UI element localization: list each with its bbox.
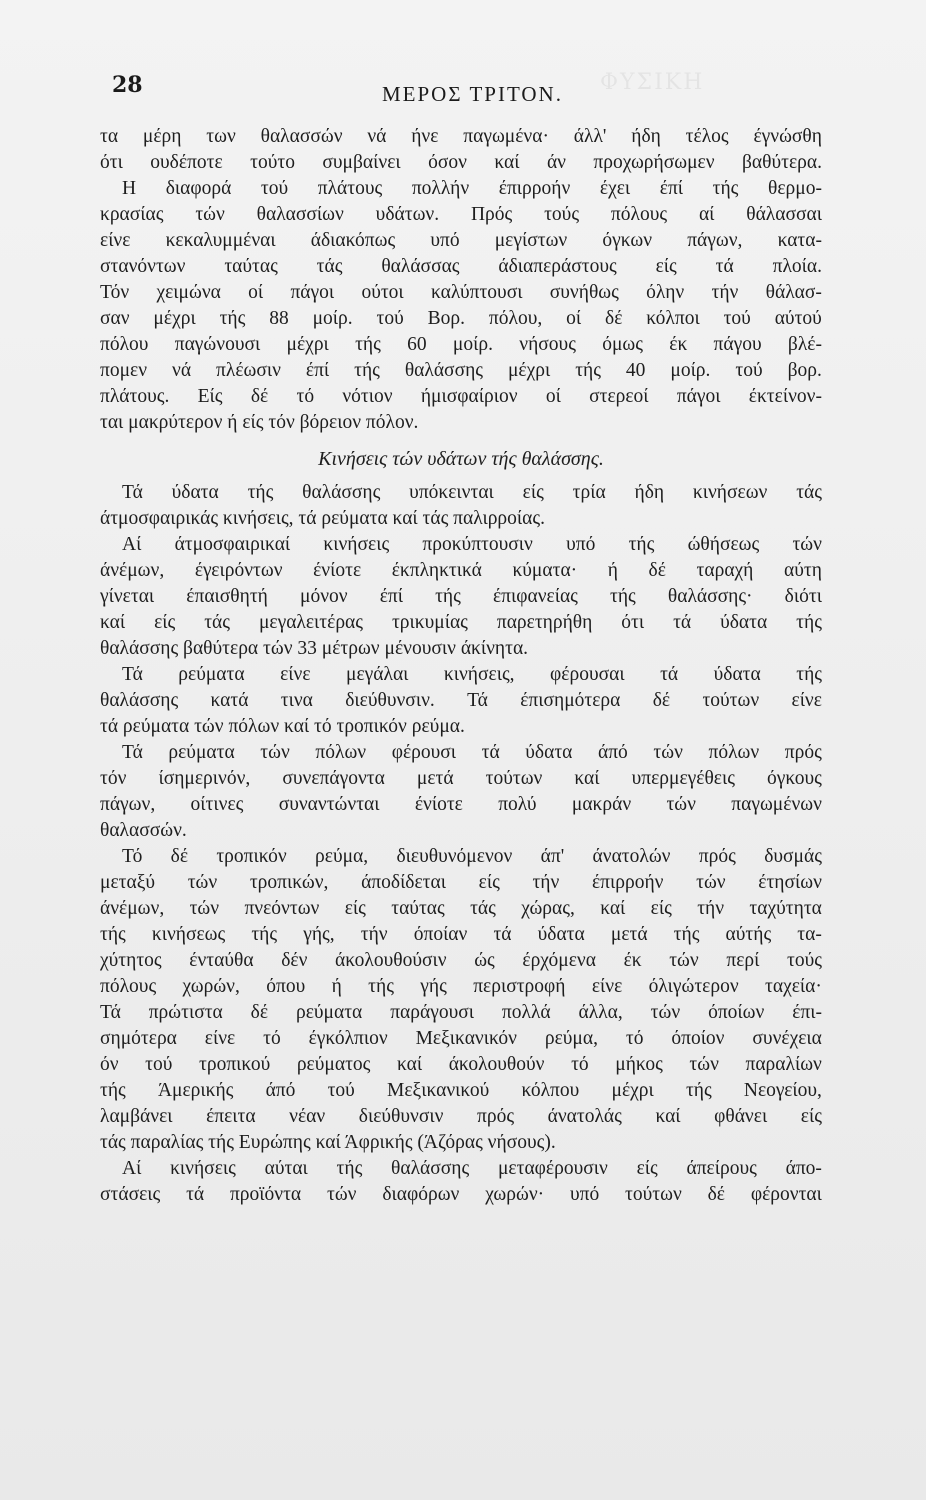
text-line: τα μέρη των θαλασσών νά ήνε παγωμένα· άλλ' ήδη τέλος έγνώσθη bbox=[100, 126, 822, 147]
text-line: σημότερα είνε τό έγκόλπιον Μεξικανικόν ρεύμα, τό όποίον συνέχεια bbox=[100, 1028, 822, 1049]
text-line: άνέμων, τών πνεόντων είς ταύτας τάς χώρας, καί είς τήν ταχύτητα bbox=[100, 898, 822, 919]
text-line: άνέμων, έγειρόντων ένίοτε έκπληκτικά κύματα· ή δέ ταραχή αύτη bbox=[100, 560, 822, 581]
text-line: τάς παραλίας τής Ευρώπης καί Άφρικής (Άζόρας νήσους). bbox=[100, 1132, 556, 1153]
page-number: 28 bbox=[112, 72, 143, 98]
bleed-through-text: ΦΥΣΙΚΗ bbox=[600, 70, 705, 95]
text-line: γίνεται έπαισθητή μόνον έπί τής έπιφανείας τής θαλάσσης· διότι bbox=[100, 586, 822, 607]
text-line: σαν μέχρι τής 88 μοίρ. τού Βορ. πόλου, οί δέ κόλποι τού αύτού bbox=[100, 308, 822, 329]
text-line: τόν ίσημερινόν, συνεπάγοντα μετά τούτων καί υπερμεγέθεις όγκους bbox=[100, 768, 822, 789]
text-line: θαλάσσης βαθύτερα τών 33 μέτρων μένουσιν άκίνητα. bbox=[100, 638, 529, 659]
text-line: Τόν χειμώνα οί πάγοι ούτοι καλύπτουσι συνήθως όλην τήν θάλασ- bbox=[100, 282, 822, 303]
section-heading: Κινήσεις τών υδάτων τής θαλάσσης. bbox=[318, 448, 604, 470]
text-line: Η διαφορά τού πλάτους πολλήν έπιρροήν έχει έπί τής θερμο- bbox=[122, 178, 822, 199]
text-line: θαλασσών. bbox=[100, 820, 187, 841]
text-line: Αί άτμοσφαιρικαί κινήσεις προκύπτουσιν υπό τής ώθήσεως τών bbox=[122, 534, 822, 555]
text-line: τής κινήσεως τής γής, τήν όποίαν τά ύδατα μετά τής αύτής τα- bbox=[100, 924, 822, 945]
text-line: ται μακρύτερον ή είς τόν βόρειον πόλον. bbox=[100, 412, 419, 433]
text-line: μεταξύ τών τροπικών, άποδίδεται είς τήν έπιρροήν τών έτησίων bbox=[100, 872, 822, 893]
text-line: Τά ύδατα τής θαλάσσης υπόκεινται είς τρία ήδη κινήσεων τάς bbox=[122, 482, 822, 503]
text-line: πόλους χωρών, όπου ή τής γής περιστροφή είνε όλιγώτερον ταχεία· bbox=[100, 976, 822, 997]
text-line: λαμβάνει έπειτα νέαν διεύθυνσιν πρός άνατολάς καί φθάνει είς bbox=[100, 1106, 822, 1127]
running-head: ΜΕΡΟΣ ΤΡΙΤΟΝ. bbox=[382, 82, 563, 106]
text-line: πλάτους. Είς δέ τό νότιον ήμισφαίριον οί στερεοί πάγοι έκτείνον- bbox=[100, 386, 822, 407]
text-line: Τά ρεύματα τών πόλων φέρουσι τά ύδατα άπό τών πόλων πρός bbox=[122, 742, 822, 763]
text-line: Τά πρώτιστα δέ ρεύματα παράγουσι πολλά άλλα, τών όποίων έπι- bbox=[100, 1002, 822, 1023]
text-line: Τά ρεύματα είνε μεγάλαι κινήσεις, φέρουσαι τά ύδατα τής bbox=[122, 664, 822, 685]
text-line: πόλου παγώνουσι μέχρι τής 60 μοίρ. νήσους όμως έκ πάγου βλέ- bbox=[100, 334, 822, 355]
text-line: στάσεις τά προϊόντα τών διαφόρων χωρών· υπό τούτων δέ φέρονται bbox=[100, 1184, 822, 1205]
text-line: τής Άμερικής άπό τού Μεξικανικού κόλπου μέχρι τής Νεογείου, bbox=[100, 1080, 822, 1101]
text-line: πομεν νά πλέωσιν έπί τής θαλάσσης μέχρι τής 40 μοίρ. τού βορ. bbox=[100, 360, 822, 381]
text-line: θαλάσσης κατά τινα διεύθυνσιν. Τά έπισημότερα δέ τούτων είνε bbox=[100, 690, 822, 711]
text-line: Αί κινήσεις αύται τής θαλάσσης μεταφέρουσιν είς άπείρους άπο- bbox=[122, 1158, 822, 1179]
text-line: Τό δέ τροπικόν ρεύμα, διευθυνόμενον άπ' άνατολών πρός δυσμάς bbox=[122, 846, 822, 867]
text-line: πάγων, οίτινες συναντώνται ένίοτε πολύ μακράν τών παγωμένων bbox=[100, 794, 822, 815]
text-line: κρασίας τών θαλασσίων υδάτων. Πρός τούς πόλους αί θάλασσαι bbox=[100, 204, 822, 225]
text-line: όν τού τροπικού ρεύματος καί άκολουθούν τό μήκος τών παραλίων bbox=[100, 1054, 822, 1075]
text-line: ότι ουδέποτε τούτο συμβαίνει όσον καί άν προχωρήσωμεν βαθύτερα. bbox=[100, 152, 822, 173]
text-line: καί είς τάς μεγαλειτέρας τρικυμίας παρετηρήθη ότι τά ύδατα τής bbox=[100, 612, 822, 633]
text-line: είνε κεκαλυμμέναι άδιακόπως υπό μεγίστων όγκων πάγων, κατα- bbox=[100, 230, 822, 251]
text-line: τά ρεύματα τών πόλων καί τό τροπικόν ρεύμα. bbox=[100, 716, 465, 737]
body-text bbox=[100, 124, 822, 1208]
text-line: στανόντων ταύτας τάς θαλάσσας άδιαπεράστους είς τά πλοία. bbox=[100, 256, 822, 277]
text-line: άτμοσφαιρικάς κινήσεις, τά ρεύματα καί τάς παλιρροίας. bbox=[100, 508, 545, 529]
text-line: χύτητος ένταύθα δέν άκολουθούσιν ώς έρχόμενα έκ τών περί τούς bbox=[100, 950, 822, 971]
